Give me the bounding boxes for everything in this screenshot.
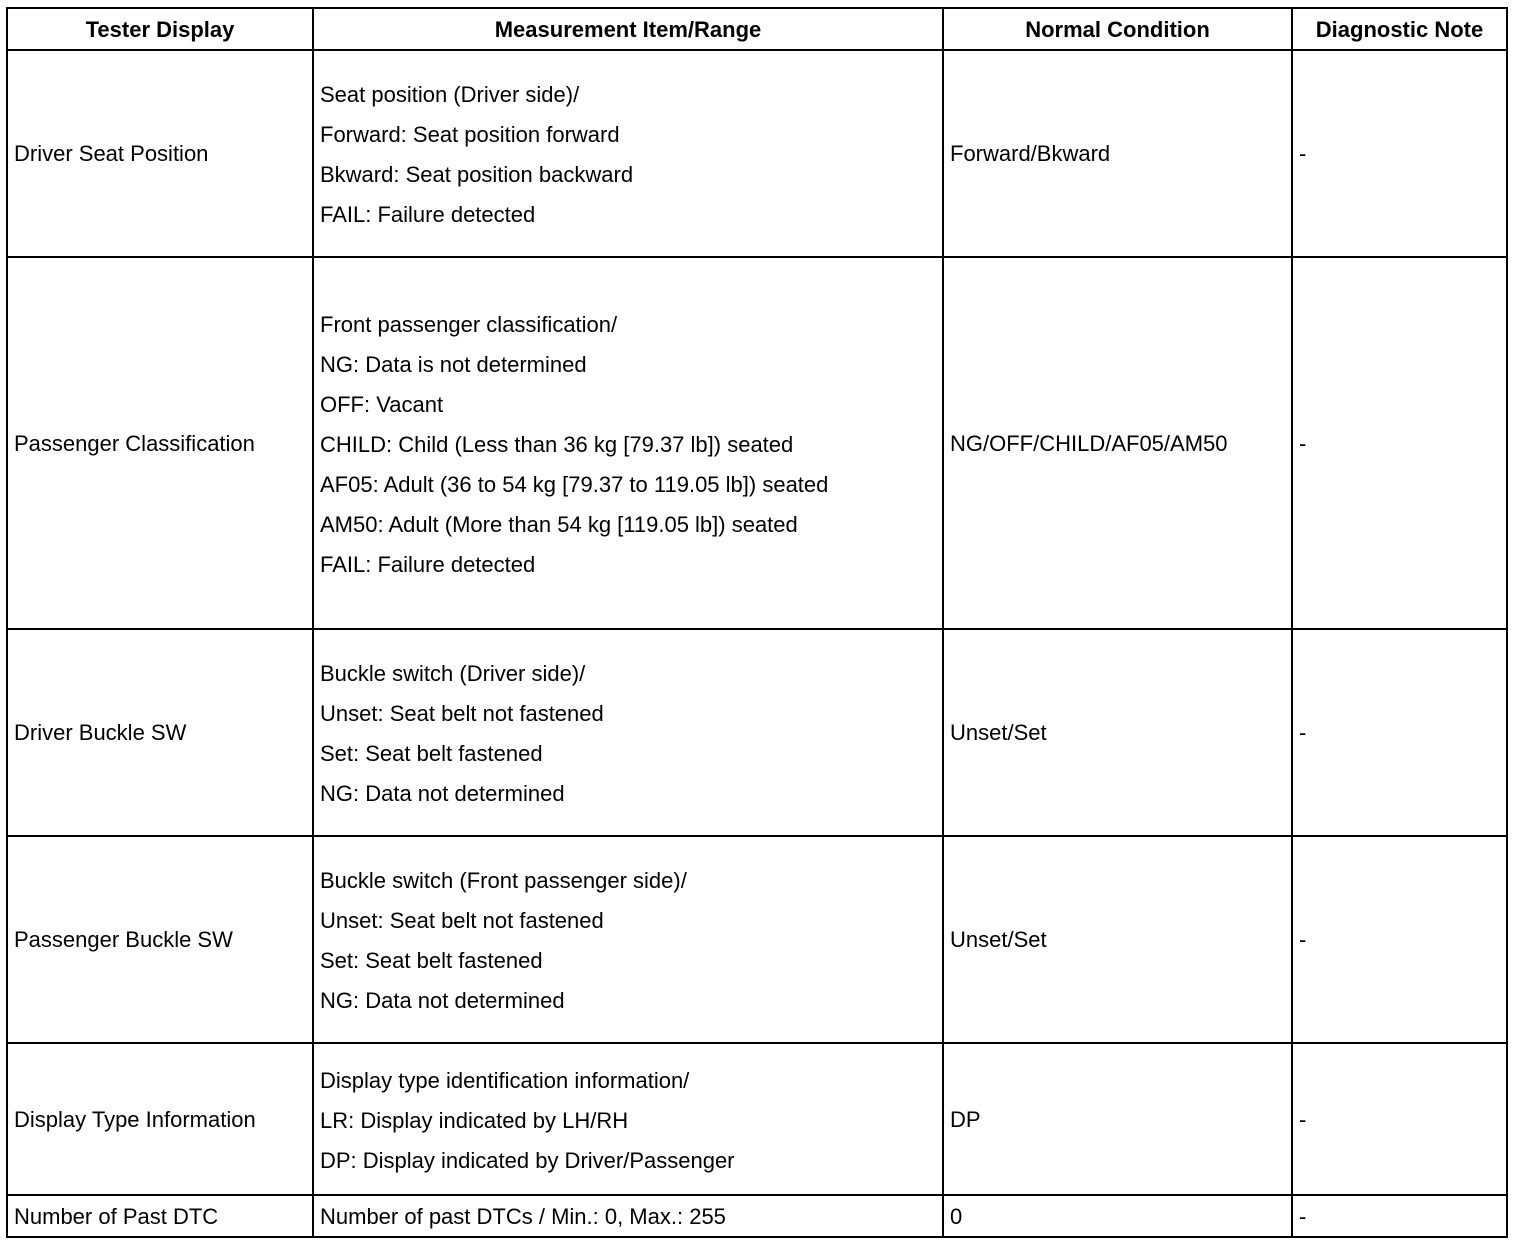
diagnostic-note-value: - <box>1299 927 1307 952</box>
range-line: Forward: Seat position forward <box>320 122 620 147</box>
normal-condition-cell <box>943 629 1292 836</box>
range-line: DP: Display indicated by Driver/Passenger <box>320 1147 735 1173</box>
header-tester-display: Tester Display <box>7 8 313 50</box>
normal-condition-value: 0 <box>950 1203 963 1229</box>
range-line: Number of past DTCs / Min.: 0, Max.: 255 <box>320 1203 726 1229</box>
range-line: FAIL: Failure detected <box>320 202 536 227</box>
diagnostic-note-value: - <box>1299 1106 1307 1132</box>
tester-display-cell <box>7 1043 313 1195</box>
range-line: Set: Seat belt fastened <box>320 948 543 973</box>
normal-condition-value: NG/OFF/CHILD/AF05/AM50 <box>950 430 1228 456</box>
range-line: Unset: Seat belt not fastened <box>320 701 604 726</box>
diagnostic-note-cell <box>1292 50 1507 257</box>
range-line: Set: Seat belt fastened <box>320 741 543 766</box>
tester-display-cell <box>7 836 313 1043</box>
measurement-range-cell <box>313 629 943 836</box>
tester-display-label: Display Type Information <box>14 1106 256 1132</box>
range-line: FAIL: Failure detected <box>320 551 536 577</box>
table-row <box>7 50 1507 257</box>
range-line: OFF: Vacant <box>320 391 444 417</box>
range-line: LR: Display indicated by LH/RH <box>320 1107 629 1133</box>
measurement-range-cell <box>313 50 943 257</box>
table-row <box>7 257 1507 629</box>
range-line: NG: Data not determined <box>320 781 565 806</box>
measurement-range-cell <box>313 1195 943 1237</box>
normal-condition-cell <box>943 50 1292 257</box>
tester-display-cell <box>7 629 313 836</box>
diagnostic-note-value: - <box>1299 430 1307 456</box>
normal-condition-cell <box>943 836 1292 1043</box>
normal-condition-value: DP <box>950 1106 981 1132</box>
range-line: Seat position (Driver side)/ <box>320 82 580 107</box>
diagnostic-note-value: - <box>1299 1203 1307 1229</box>
normal-condition-cell <box>943 257 1292 629</box>
range-line: Front passenger classification/ <box>320 311 618 337</box>
tester-display-cell <box>7 1195 313 1237</box>
tester-display-label: Number of Past DTC <box>14 1203 219 1229</box>
normal-condition-value: Unset/Set <box>950 927 1047 952</box>
header-diagnostic-note: Diagnostic Note <box>1292 8 1507 50</box>
range-line: AM50: Adult (More than 54 kg [119.05 lb]) seated <box>320 511 798 537</box>
table-row <box>7 629 1507 836</box>
range-line: Buckle switch (Front passenger side)/ <box>320 868 687 893</box>
diagnostic-note-value: - <box>1299 141 1307 166</box>
tester-display-cell <box>7 257 313 629</box>
normal-condition-value: Forward/Bkward <box>950 141 1111 166</box>
data-list-table <box>6 7 1508 1238</box>
normal-condition-cell <box>943 1195 1292 1237</box>
range-line: NG: Data is not determined <box>320 351 587 377</box>
tester-display-label: Driver Buckle SW <box>14 720 187 745</box>
normal-condition-cell <box>943 1043 1292 1195</box>
table-row <box>7 1195 1507 1237</box>
tester-display-cell <box>7 50 313 257</box>
measurement-range-cell <box>313 836 943 1043</box>
diagnostic-note-cell <box>1292 1043 1507 1195</box>
range-line: Unset: Seat belt not fastened <box>320 908 604 933</box>
normal-condition-value: Unset/Set <box>950 720 1047 745</box>
table-row <box>7 1043 1507 1195</box>
table-row <box>7 836 1507 1043</box>
diagnostic-note-cell <box>1292 836 1507 1043</box>
tester-display-label: Passenger Classification <box>14 430 255 456</box>
range-line: CHILD: Child (Less than 36 kg [79.37 lb]) seated <box>320 431 794 457</box>
header-normal-condition: Normal Condition <box>943 8 1292 50</box>
range-line: NG: Data not determined <box>320 988 565 1013</box>
diagnostic-note-value: - <box>1299 720 1307 745</box>
measurement-range-cell <box>313 257 943 629</box>
diagnostic-note-cell <box>1292 257 1507 629</box>
diagnostic-note-cell <box>1292 629 1507 836</box>
range-line: Buckle switch (Driver side)/ <box>320 661 586 686</box>
header-measurement-item-range: Measurement Item/Range <box>313 8 943 50</box>
range-line: Display type identification information/ <box>320 1067 690 1093</box>
measurement-range-cell <box>313 1043 943 1195</box>
diagnostic-note-cell <box>1292 1195 1507 1237</box>
range-line: AF05: Adult (36 to 54 kg [79.37 to 119.05 lb]) seated <box>320 471 829 497</box>
range-line: Bkward: Seat position backward <box>320 162 634 187</box>
tester-display-label: Passenger Buckle SW <box>14 927 233 952</box>
tester-display-label: Driver Seat Position <box>14 141 209 166</box>
header-row <box>7 8 1507 50</box>
